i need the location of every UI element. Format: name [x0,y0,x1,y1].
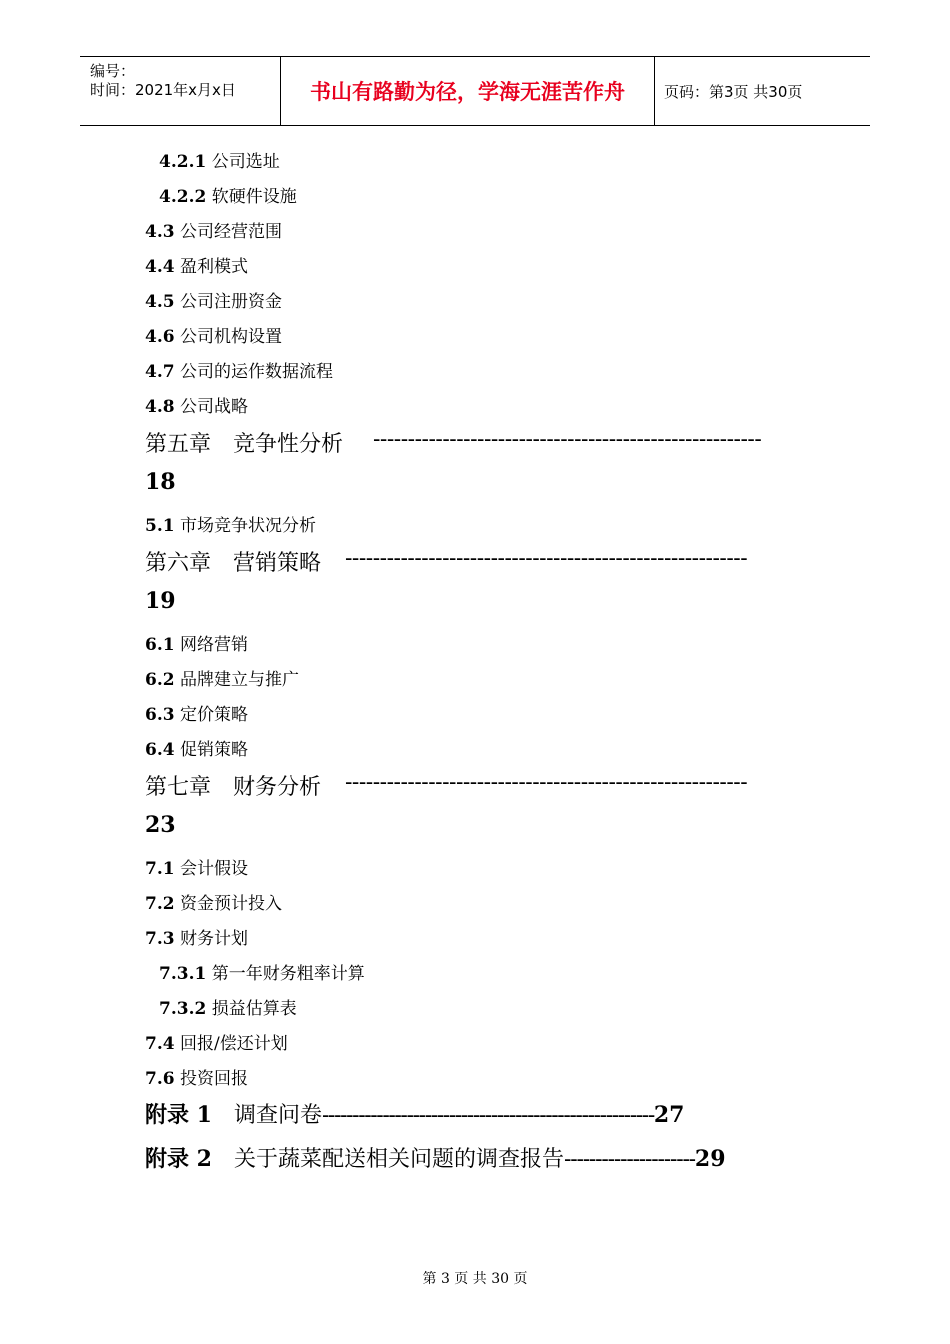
toc-appendix-2[interactable] [145,1142,785,1173]
toc-chapter-6[interactable] [145,546,785,577]
toc-entry[interactable]: 6.1 网络营销 [145,635,248,655]
leader-dashes: -------------------------------------------------------- [373,427,762,452]
motto: 书山有路勤为径，学海无涯苦作舟 [310,80,625,104]
appendix-prefix: 附录 1 [145,1102,212,1128]
chapter-page-number: 19 [145,588,176,614]
toc-entry[interactable]: 4.3 公司经营范围 [145,222,282,242]
page-footer: 第 3 页 共 30 页 [422,1271,528,1287]
number-label: 编号： [90,62,136,80]
toc-entry[interactable]: 6.2 品牌建立与推广 [145,670,299,690]
page-info: 页码：第3页 共30页 [664,82,803,101]
appendix-title: 调查问卷 [233,1103,322,1128]
toc-entry[interactable]: 7.2 资金预计投入 [145,894,282,914]
chapter-title: 第七章 财务分析 [145,775,322,800]
leader-dashes: ---------------------------------------------------------- [345,770,748,795]
leader-dashes: --------------------- [564,1147,695,1172]
toc-entry[interactable]: 7.6 投资回报 [145,1069,248,1089]
leader-dashes: ------------------------------------------------------- [322,1103,654,1128]
toc-appendix-1[interactable] [145,1098,785,1129]
leader-dashes: ---------------------------------------------------------- [345,546,748,571]
toc-entry[interactable]: 6.4 促销策略 [145,740,248,760]
toc-entry[interactable]: 5.1 市场竞争状况分析 [145,516,316,536]
time-label: 时间：2021年x月x日 [90,81,236,99]
chapter-page-number: 23 [145,812,176,838]
toc-entry[interactable]: 4.2.2 软硬件设施 [159,187,297,207]
toc-entry[interactable]: 6.3 定价策略 [145,705,248,725]
toc-chapter-5[interactable] [145,427,785,458]
toc-entry[interactable]: 4.2.1 公司选址 [159,152,280,172]
chapter-title: 第五章 竞争性分析 [145,432,344,457]
toc-chapter-7[interactable] [145,770,785,801]
toc-entry[interactable]: 7.3 财务计划 [145,929,248,949]
toc-entry[interactable]: 4.5 公司注册资金 [145,292,282,312]
toc-entry[interactable]: 4.4 盈利模式 [145,257,248,277]
appendix-page-number: 29 [694,1146,726,1172]
toc-entry[interactable]: 7.1 会计假设 [145,859,248,879]
appendix-title: 关于蔬菜配送相关问题的调查报告 [233,1147,564,1172]
toc-entry[interactable]: 7.3.2 损益估算表 [159,999,297,1019]
toc-entry[interactable]: 7.4 回报/偿还计划 [145,1034,288,1054]
toc-entry[interactable]: 4.6 公司机构设置 [145,327,282,347]
toc-entry[interactable]: 4.7 公司的运作数据流程 [145,362,333,382]
appendix-prefix: 附录 2 [145,1146,212,1172]
appendix-page-number: 27 [653,1102,685,1128]
toc-entry[interactable]: 4.8 公司战略 [145,397,248,417]
toc-entry[interactable]: 7.3.1 第一年财务粗率计算 [159,964,365,984]
chapter-title: 第六章 营销策略 [145,551,322,576]
chapter-page-number: 18 [145,469,176,495]
